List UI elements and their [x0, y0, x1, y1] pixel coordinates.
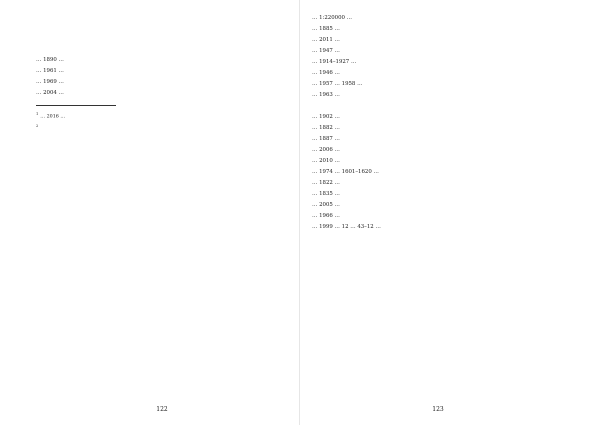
reference-item: … 1914–1927 … — [312, 59, 357, 65]
reference-item: … 2011 … — [312, 37, 340, 43]
reference-item: … 1887 … — [312, 136, 340, 142]
reference-item: … 1882 … — [312, 125, 340, 131]
reference-item: … 2004 … — [36, 90, 64, 96]
body-paragraph-2 — [36, 22, 288, 30]
reference-item: … 1966 … — [312, 213, 340, 219]
reference-item — [312, 102, 564, 110]
footnote-1 — [36, 111, 288, 121]
footnote-2 — [36, 123, 288, 133]
reference-item: … 1902 … — [312, 114, 340, 120]
right-page — [300, 0, 600, 425]
page-number-left: 122 — [156, 406, 168, 413]
reference-item: … 1961 … — [36, 68, 64, 74]
reference-item: … 1957 … 1958 … — [312, 81, 363, 87]
references-continued-list — [312, 14, 564, 231]
footnote-separator — [36, 105, 116, 106]
references-list — [36, 56, 288, 97]
reference-item: … 1999 … 12 … 43–12 … — [312, 224, 381, 230]
reference-item: … 1835 … — [312, 191, 340, 197]
reference-item: … 2010 … — [312, 158, 340, 164]
reference-item: … 2005 … — [312, 202, 340, 208]
reference-item: … 1890 … — [36, 57, 64, 63]
footnote-marker: 1 — [36, 112, 39, 116]
reference-item: … 1822 … — [312, 180, 340, 186]
reference-item: … 2006 … — [312, 147, 340, 153]
reference-item: … 1:220000 … — [312, 15, 353, 21]
reference-item: … 1963 … — [312, 92, 340, 98]
page-number-right: 123 — [432, 406, 444, 413]
reference-item: … 1946 … — [312, 70, 340, 76]
reference-item: … 1885 … — [312, 26, 340, 32]
footnote-text: … 2016 … — [40, 114, 66, 120]
reference-item: … 1974 … 1601–1620 … — [312, 169, 379, 175]
reference-item: … 1969 … — [36, 79, 64, 85]
reference-item: … 1947 … — [312, 48, 340, 54]
references-heading — [36, 40, 288, 48]
footnote-marker: 2 — [36, 123, 39, 128]
body-paragraph-1 — [36, 14, 288, 22]
